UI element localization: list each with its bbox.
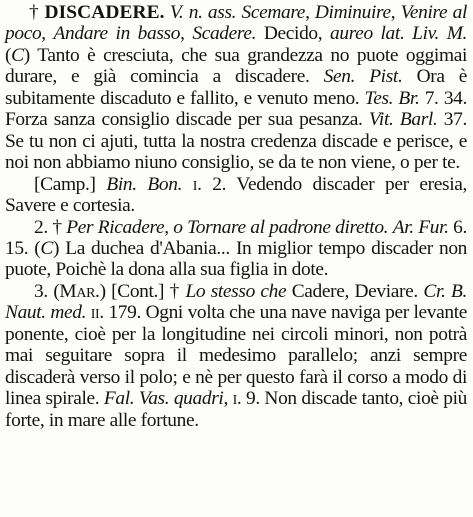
crusca-mark: C: [40, 237, 53, 259]
sense-number: 3. (: [34, 280, 60, 302]
text-span: (: [5, 44, 12, 66]
quotation-text: . 2. Vedendo discader per eresia, Savere e cortesia.: [5, 173, 467, 217]
quotation-text: Ora è subitamente discaduto e fallito, e venuto meno.: [5, 66, 467, 109]
text-span: ,: [164, 216, 174, 238]
roman-numeral: ii: [90, 302, 100, 324]
synonym: Diminuire: [314, 2, 391, 23]
editor-mark: ) [Cont.] †: [99, 280, 186, 302]
quotation-text: . 9. Non discade tanto, cioè più forte, in mare alle fortune.: [5, 388, 467, 431]
entry-sense-3-paragraph: [5, 281, 467, 431]
source-abbreviation: Bin. Bon.: [106, 173, 183, 195]
sense-definition: o Tornare al padrone diretto.: [173, 216, 389, 238]
entry-definition-paragraph: [5, 2, 467, 174]
source-abbreviation: Ar. Fur.: [392, 216, 449, 238]
roman-numeral: i: [192, 173, 198, 195]
source-abbreviation: Fal. Vas. quadri: [103, 388, 224, 410]
etymology-text: Decido,: [256, 23, 331, 45]
quotation-text: ) Tanto è cresciuta, che sua grandezza no puote oggimai durare, e già comincia a discadere.: [5, 44, 467, 88]
synonym: Scadere.: [192, 23, 257, 45]
crusca-mark: C: [11, 44, 24, 66]
editor-mark: [Camp.]: [34, 173, 107, 195]
text-span: ,: [180, 23, 193, 45]
source-abbreviation: Vit. Barl.: [368, 109, 438, 131]
text-span: ,: [223, 388, 233, 410]
sense-definition: Per Ricadere: [66, 216, 165, 238]
domain-label: Mar.: [59, 280, 100, 302]
quotation-text: 7. 34. Forza sanza consiglio discade per sua pesanza.: [5, 87, 468, 131]
source-abbreviation: Cr. B. Naut. med.: [5, 280, 467, 324]
source-abbreviation: Sen. Pist.: [323, 66, 403, 88]
synonym: Andare in basso: [53, 23, 181, 45]
roman-numeral: i: [232, 388, 237, 410]
quotation-text: ) La duchea d'Abania... In miglior tempo discader non puote, Poichè la dona alla sua figlia in dote.: [5, 237, 468, 281]
text-span: ,: [390, 2, 401, 23]
entry-sense-2-paragraph: [5, 217, 467, 281]
entry-citation-paragraph: [5, 174, 467, 217]
quotation-text: . 179. Ogni volta che una nave naviga per levante ponente, cioè per la longitudine nei circoli minori, non potrà mai seguitare sopra il medesimo parallelo; anzi sempre discaderà verso il polo; e nè per questo farà il corso a modo di linea spirale.: [5, 302, 467, 410]
source-abbreviation: aureo lat. Liv. M.: [330, 23, 468, 45]
sense-number: 2. †: [34, 216, 67, 238]
synonym: Venire al poco: [5, 2, 468, 45]
obsolete-dagger-mark: †: [29, 2, 45, 23]
source-abbreviation: Tes. Br.: [364, 87, 420, 109]
quotation-text: 37. Se tu non ci ajuti, tutta la nostra credenza discade e perisce, e noi non abbiamo niuno consiglio, se da te non viene, o per te.: [5, 109, 467, 174]
sense-definition: Lo stesso che: [185, 280, 287, 302]
entry-headword: DISCADERE.: [44, 2, 165, 23]
text-span: 6. 15. (: [5, 216, 468, 259]
text-span: [182, 174, 193, 195]
synonym-text: Cadere, Deviare.: [286, 280, 424, 302]
grammar-label: V. n. ass. Scemare: [169, 2, 306, 23]
text-span: ,: [41, 23, 54, 45]
text-span: ,: [305, 2, 315, 23]
